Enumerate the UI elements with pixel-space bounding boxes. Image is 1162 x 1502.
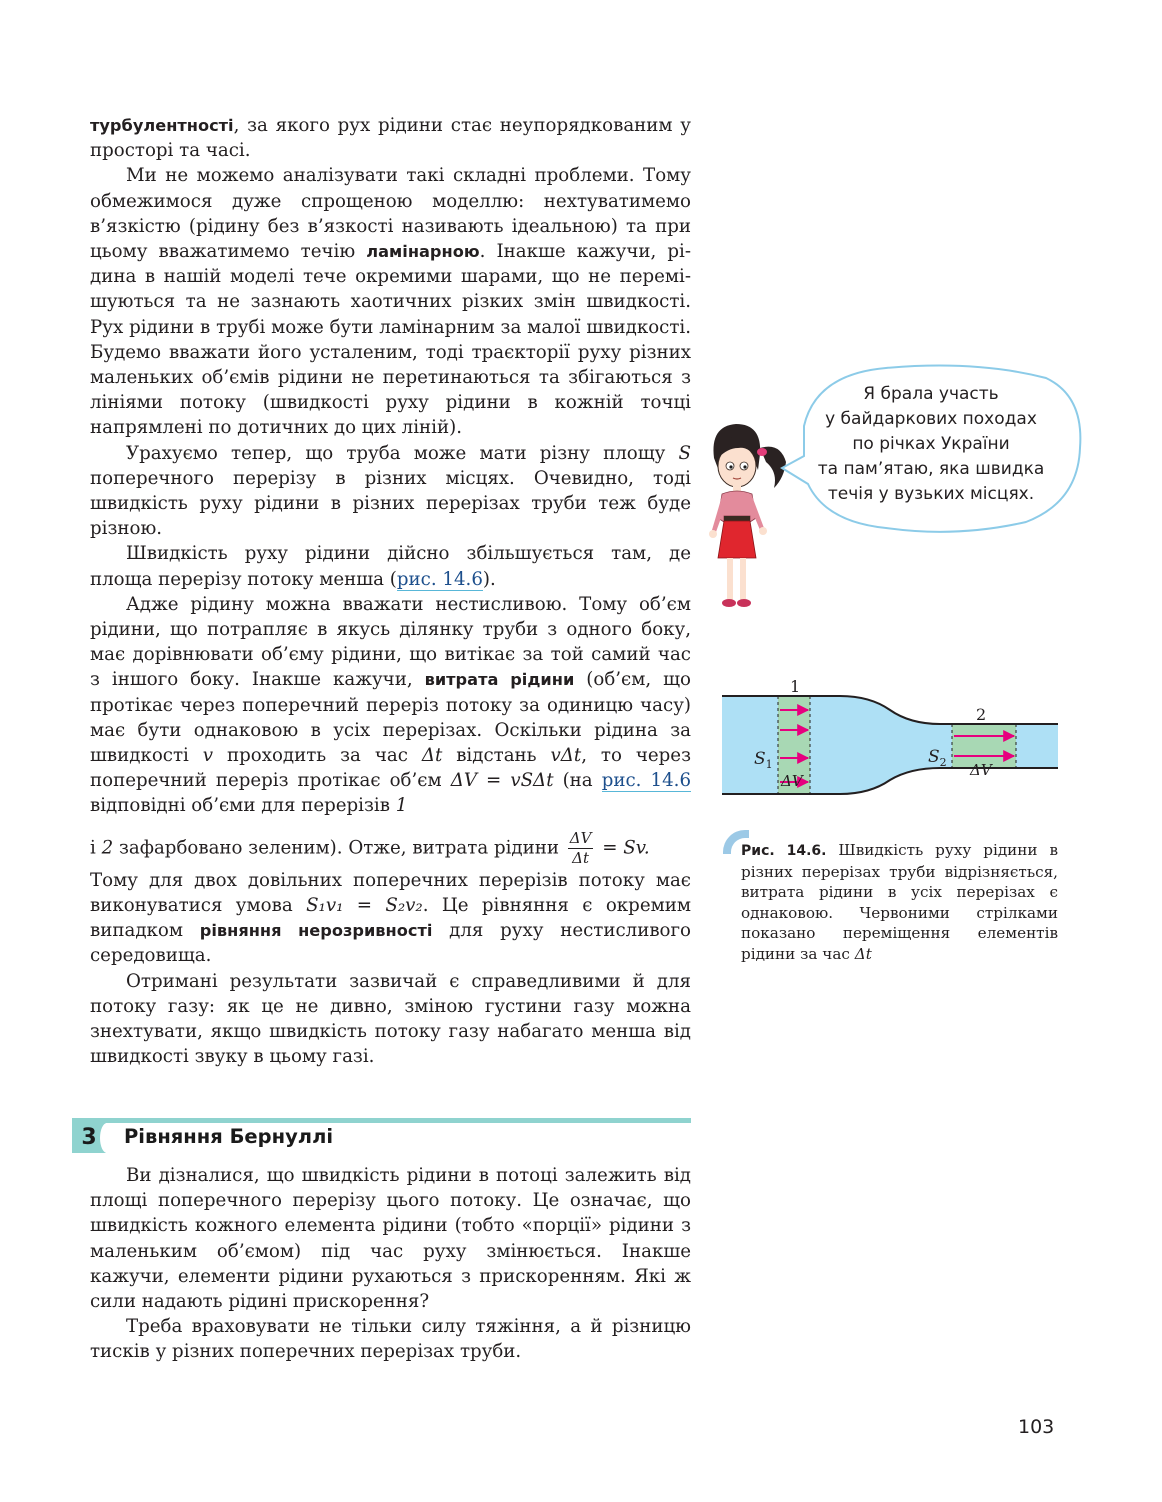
formula-continuity: S₁v₁ = S₂v₂ bbox=[306, 894, 423, 916]
symbol-v: v bbox=[202, 745, 214, 767]
section-number-2: 2 bbox=[101, 837, 114, 859]
caption-label: Рис. 14.6. bbox=[741, 843, 827, 859]
paragraph-text: ). bbox=[482, 568, 496, 590]
caption-symbol-dt: Δt bbox=[854, 944, 872, 963]
paragraph-text: Тому для двох довільних поперечних перерізів потоку має виконуватися умова bbox=[90, 869, 691, 916]
figure-link[interactable]: рис. 14.6 bbox=[396, 568, 483, 590]
paragraph-text: поперечного перерізу в різних місцях. Очевидно, тоді швидкість руху рідини в різних перерізах труби теж буде різною. bbox=[90, 467, 691, 540]
paragraph-text: відповідні об’єми для перерізів bbox=[90, 795, 396, 817]
fraction-numerator: ΔV bbox=[569, 828, 592, 847]
area-subscript: 1 bbox=[765, 758, 773, 771]
paragraph-continuity bbox=[90, 829, 691, 969]
paragraph-text: Адже рідину можна вважати нестисливою. Тому об’єм рідини, що потрапляє в якусь ділянку труби з одного боку, має дорівнювати об’єму рідини, що витікає за той самий час з іншого боку. Інакше кажучи, bbox=[90, 593, 691, 691]
bubble-line: по річках України bbox=[852, 434, 1010, 454]
paragraph-text: Швидкість руху рідини дійсно збільшується там, де площа перерізу потоку менша ( bbox=[90, 543, 691, 590]
caption-text: Швидкість руху рідини в різних перерізах труби відрізняється, витрата рідини в усіх перерізах є однаковою. Червоними стрілками показано переміщення елементів рідини за час bbox=[741, 841, 1058, 963]
volume-label-2: ΔV bbox=[970, 761, 992, 779]
page-number: 103 bbox=[1018, 1416, 1055, 1438]
paragraph-text: . Інакше кажучи, рідина в нашій моделі тече окремими шарами, що не перемішуються та не зазнають хаотичних різких змін швидкості. Рух рідини в трубі може бути ламінарним за малої швидкості. Будемо вважати його усталеним, тоді траєкторії руху різних маленьких об’ємів рідини не перетинаються та збігаються з лініями потоку (швидкості руху рідини в кожній точці напрямлені по дотичних до цих ліній). bbox=[90, 241, 691, 439]
paragraph-text: Ми не можемо аналізувати такі складні проблеми. Тому обмежимося дуже спрощеною моделлю: нехтуватимемо в’язкістю (рідину без в’язкості називають ідеальною) та при цьому вважатимемо течію bbox=[90, 165, 691, 263]
section-header-bar bbox=[72, 1118, 691, 1123]
symbol-vdt: vΔt bbox=[550, 745, 582, 767]
paragraph-text: відстань bbox=[442, 745, 551, 767]
bubble-line: у байдаркових походах bbox=[825, 409, 1037, 429]
paragraph-flow-rate bbox=[90, 592, 691, 819]
area-symbol: S bbox=[754, 749, 766, 769]
section-text-column bbox=[90, 1163, 691, 1365]
term-flow-rate: витрата рідини bbox=[424, 670, 575, 690]
paragraph-speed bbox=[90, 541, 691, 591]
formula-volume: ΔV = vSΔt bbox=[450, 770, 554, 792]
area-subscript: 2 bbox=[939, 756, 947, 769]
bubble-line: течія у вузьких місцях. bbox=[827, 484, 1035, 504]
paragraph-text: (об’єм, що протікає через поперечний переріз потоку за одиницю часу) має бути однаковою в усіх перерізах. Оскільки рідина за швидкості bbox=[90, 669, 691, 767]
section-number-1: 1 bbox=[395, 795, 408, 817]
formula-sv: = Sv. bbox=[596, 837, 650, 859]
paragraph-text: і bbox=[90, 837, 102, 859]
section-label-1: 1 bbox=[790, 677, 801, 696]
fraction-denominator: Δt bbox=[572, 848, 590, 867]
figure-caption bbox=[741, 840, 1058, 964]
section-number: 3 bbox=[72, 1123, 106, 1153]
symbol-dt: Δt bbox=[421, 745, 443, 767]
term-continuity-equation: рівняння нерозривності bbox=[199, 921, 433, 941]
paragraph-text: Урахуємо тепер, що труба може мати різну площу bbox=[126, 442, 679, 464]
paragraph-text: зафарбовано зеленим). Отже, витрата рідини bbox=[113, 837, 565, 859]
paragraph-bernoulli-intro: Ви дізналися, що швидкість рідини в потоці залежить від площі поперечного перерізу цього потоку. Це означає, що швидкість кожного елемента рідини (тобто «порції» рідини з маленьким об’ємом) під час руху змінюється. Інакше кажучи, елементи рідини рухаються з прискоренням. Які ж сили надають рідині прискорення? bbox=[90, 1165, 691, 1313]
section-label-2: 2 bbox=[976, 705, 987, 724]
paragraph-turbulence bbox=[90, 113, 691, 163]
area-symbol: S bbox=[928, 747, 940, 767]
paragraph-model bbox=[90, 163, 691, 440]
paragraph-text: для руху нестисливого середовища. bbox=[90, 920, 691, 967]
volume-label-1: ΔV bbox=[781, 772, 803, 790]
paragraph-text: (на bbox=[553, 770, 602, 792]
bubble-line: та пам’ятаю, яка швидка bbox=[817, 459, 1045, 479]
speech-bubble-text bbox=[800, 382, 1062, 507]
paragraph-text: проходить за час bbox=[213, 745, 422, 767]
paragraph-pressure: Треба враховувати не тільки силу тяжіння, а й різницю тисків у різних поперечних перерізах труби. bbox=[90, 1316, 691, 1363]
term-turbulence: турбулентності bbox=[90, 116, 234, 135]
main-text-column bbox=[90, 113, 691, 1069]
symbol-s: S bbox=[678, 442, 691, 464]
paragraph-text: , то через поперечний переріз протікає об’єм bbox=[90, 745, 691, 792]
figure-link[interactable]: рис. 14.6 bbox=[601, 770, 692, 792]
paragraph-area bbox=[90, 441, 691, 542]
section-number-notch bbox=[100, 1123, 114, 1153]
section-title: Рівняння Бернуллі bbox=[124, 1125, 334, 1148]
paragraph-gas: Отримані результати зазвичай є справедливими й для потоку газу: як це не дивно, зміною густини газу можна знехтувати, якщо швидкість потоку газу набагато менша від швидкості звуку в цьому газі. bbox=[90, 970, 691, 1068]
flow-rate-fraction bbox=[568, 829, 594, 868]
pipe-figure bbox=[720, 676, 1062, 822]
paragraph-text: . Це рівняння є окремим випадком bbox=[90, 894, 691, 942]
bubble-line: Я брала участь bbox=[863, 384, 999, 404]
term-laminar: ламінарною bbox=[366, 242, 480, 262]
paragraph-text: , за якого рух рідини стає неупорядкованим у просторі та часі. bbox=[90, 115, 691, 162]
